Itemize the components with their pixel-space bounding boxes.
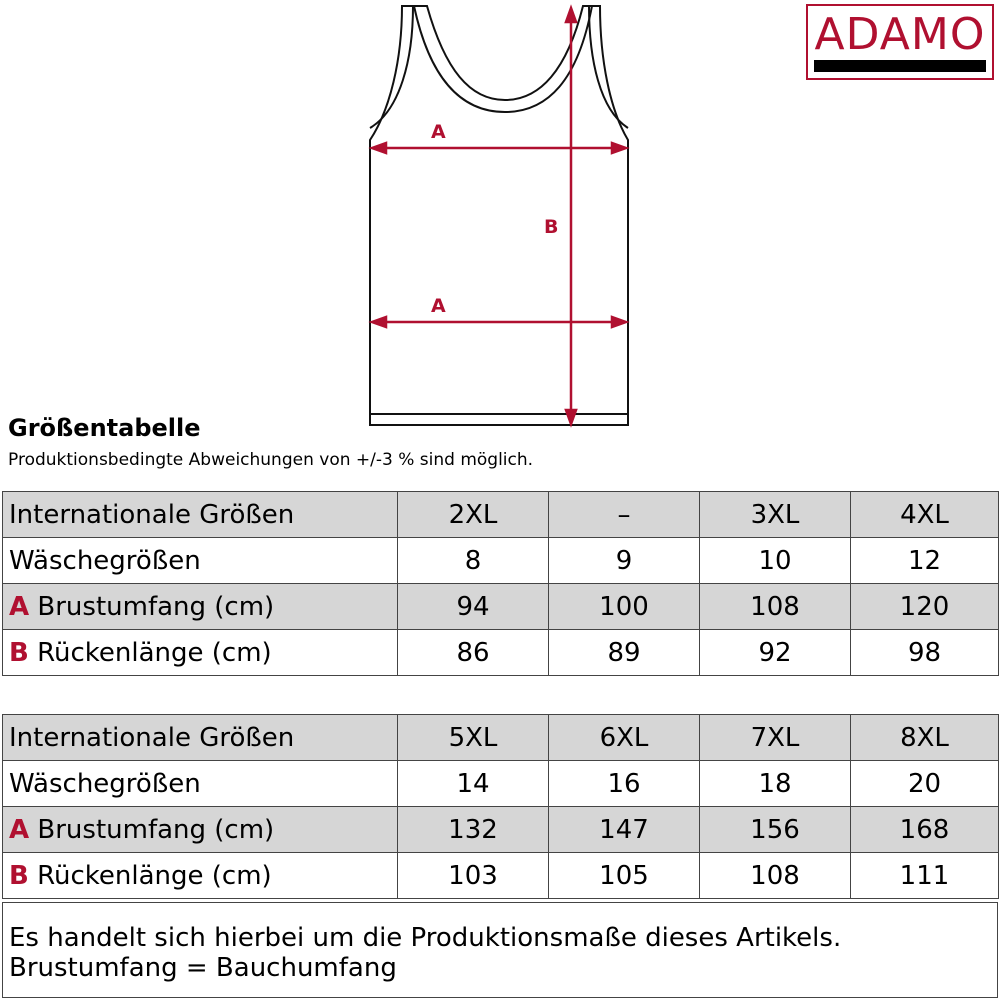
page-subtitle: Produktionsbedingte Abweichungen von +/-3 % sind möglich. — [8, 450, 534, 470]
row-label — [3, 807, 398, 853]
table-cell: 108 — [700, 584, 851, 630]
brand-logo-bar — [814, 60, 986, 72]
table-cell: 111 — [851, 853, 999, 899]
table-cell: 108 — [700, 853, 851, 899]
table-cell: 8 — [398, 538, 549, 584]
table-cell: 100 — [549, 584, 700, 630]
row-label-text: Rückenlänge (cm) — [37, 860, 272, 891]
table-cell: 132 — [398, 807, 549, 853]
arrow-up-icon — [566, 8, 576, 22]
row-marker: A — [9, 814, 30, 845]
table-cell: 12 — [851, 538, 999, 584]
row-label — [3, 584, 398, 630]
table-row — [3, 761, 999, 807]
left-armhole-binding — [370, 6, 413, 128]
brand-logo — [806, 4, 994, 80]
table-cell: 7XL — [700, 715, 851, 761]
arrow-left-icon — [372, 143, 386, 153]
arrow-down-icon — [566, 410, 576, 424]
marker-a-upper: A — [431, 121, 446, 143]
row-label — [3, 630, 398, 676]
table-cell: 14 — [398, 761, 549, 807]
size-table-1 — [2, 491, 999, 676]
table-cell: – — [549, 492, 700, 538]
table-row — [3, 630, 999, 676]
table-cell: 6XL — [549, 715, 700, 761]
table-cell: 2XL — [398, 492, 549, 538]
marker-a-lower: A — [431, 295, 446, 317]
table-cell: 103 — [398, 853, 549, 899]
table-row — [3, 807, 999, 853]
arrow-left-icon — [372, 317, 386, 327]
table-cell: 147 — [549, 807, 700, 853]
table-cell: 86 — [398, 630, 549, 676]
row-label: Wäschegrößen — [3, 761, 398, 807]
table-cell: 98 — [851, 630, 999, 676]
arrow-right-icon — [612, 143, 626, 153]
row-label-text: Rückenlänge (cm) — [37, 637, 272, 668]
table-cell: 89 — [549, 630, 700, 676]
page-title: Größentabelle — [8, 414, 201, 442]
row-marker: A — [9, 591, 30, 622]
table-cell: 16 — [549, 761, 700, 807]
table-cell: 94 — [398, 584, 549, 630]
table-row — [3, 492, 999, 538]
row-label: Internationale Größen — [3, 492, 398, 538]
table-cell: 8XL — [851, 715, 999, 761]
marker-b: B — [544, 216, 559, 238]
table-cell: 168 — [851, 807, 999, 853]
table-cell: 20 — [851, 761, 999, 807]
table-cell: 120 — [851, 584, 999, 630]
table-cell: 4XL — [851, 492, 999, 538]
table-cell: 105 — [549, 853, 700, 899]
row-label-text: Brustumfang (cm) — [37, 814, 275, 845]
row-marker: B — [9, 860, 29, 891]
note-line: Es handelt sich hierbei um die Produktionsmaße dieses Artikels. — [9, 923, 842, 953]
notes-box — [2, 902, 998, 998]
right-armhole-binding — [589, 6, 628, 128]
row-label — [3, 853, 398, 899]
table-row — [3, 584, 999, 630]
table-cell: 156 — [700, 807, 851, 853]
table-cell: 92 — [700, 630, 851, 676]
tank-top-outline — [370, 6, 628, 425]
table-cell: 9 — [549, 538, 700, 584]
row-label: Internationale Größen — [3, 715, 398, 761]
brand-logo-text: ADAMO — [814, 9, 986, 60]
table-cell: 3XL — [700, 492, 851, 538]
table-row — [3, 853, 999, 899]
row-label-text: Brustumfang (cm) — [37, 591, 275, 622]
table-cell: 10 — [700, 538, 851, 584]
size-table-2 — [2, 714, 999, 899]
row-label: Wäschegrößen — [3, 538, 398, 584]
table-row — [3, 538, 999, 584]
table-row — [3, 715, 999, 761]
row-marker: B — [9, 637, 29, 668]
table-cell: 18 — [700, 761, 851, 807]
arrow-right-icon — [612, 317, 626, 327]
table-cell: 5XL — [398, 715, 549, 761]
note-line: Brustumfang = Bauchumfang — [9, 953, 397, 983]
